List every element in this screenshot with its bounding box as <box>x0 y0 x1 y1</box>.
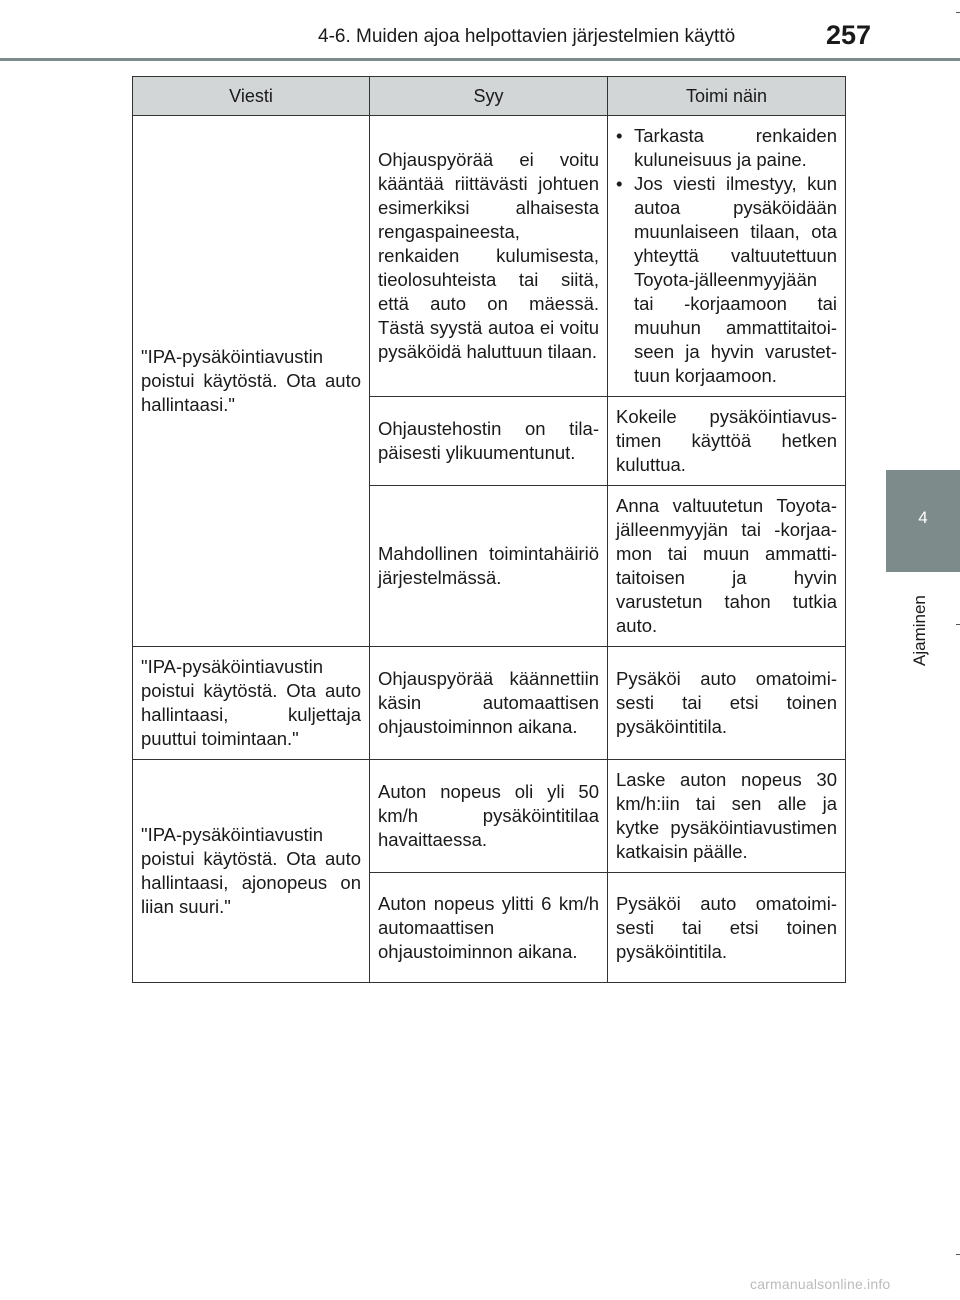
action-cell: Anna valtuutetun Toyota-jälleenmyyjän tai -korjaamon tai muun ammattitaitoisen ja hyvin varustetun tahon tutkia auto. <box>608 486 846 647</box>
action-bullet-list <box>616 124 837 388</box>
chapter-tab <box>886 470 960 572</box>
message-table <box>132 76 846 983</box>
header-syy: Syy <box>370 77 608 116</box>
cause-cell: Ohjauspyörää ei voitu kääntää riittävästi johtuen esimerkiksi alhaisesta rengaspaineesta, renkaiden kulumisesta, tieolosuhteista tai siitä, että auto on mäessä. Tästä syystä autoa ei voitu pysäköidä haluttuun tilaan. <box>370 116 608 397</box>
watermark: carmanualsonline.info <box>750 1276 891 1292</box>
header-toimi-nain: Toimi näin <box>608 77 846 116</box>
chapter-label-text: Ajaminen <box>910 595 929 666</box>
edge-tick <box>956 1254 960 1255</box>
cause-cell: Ohjaustehostin on tilapäisesti ylikuumentunut. <box>370 397 608 486</box>
edge-tick <box>956 624 960 625</box>
action-cell: Pysäköi auto omatoimisesti tai etsi toinen pysäköintitila. <box>608 647 846 760</box>
chapter-label <box>910 582 930 672</box>
page-header <box>0 0 960 60</box>
action-cell: Kokeile pysäköintiavustimen käyttöä hetken kuluttua. <box>608 397 846 486</box>
table-row <box>133 647 846 760</box>
header-viesti: Viesti <box>133 77 370 116</box>
edge-tick <box>956 12 960 13</box>
action-cell: Laske auton nopeus 30 km/h:iin tai sen alle ja kytke pysäköintiavustimen katkaisin päälle. <box>608 760 846 873</box>
action-cell: Pysäköi auto omatoimisesti tai etsi toinen pysäköintitila. <box>608 873 846 983</box>
cause-cell: Auton nopeus oli yli 50 km/h pysäköintitilaa havaittaessa. <box>370 760 608 873</box>
chapter-number: 4 <box>918 508 928 527</box>
table-row <box>133 116 846 397</box>
page-number: 257 <box>826 20 872 50</box>
cause-cell: Mahdollinen toimintahäiriö järjestelmässä. <box>370 486 608 647</box>
action-bullet: • Tarkasta renkaiden kuluneisuus ja paine. <box>616 124 837 172</box>
action-cell <box>608 116 846 397</box>
cause-cell: Ohjauspyörää käännettiin käsin automaattisen ohjaustoiminnon aikana. <box>370 647 608 760</box>
table-header-row <box>133 77 846 116</box>
message-cell: "IPA-pysäköintiavustin poistui käytöstä. Ota auto hallintaasi, kuljettaja puuttui toimintaan." <box>133 647 370 760</box>
header-rule <box>0 58 960 61</box>
section-title: 4-6. Muiden ajoa helpottavien järjestelmien käyttö <box>318 26 736 47</box>
table-row <box>133 760 846 873</box>
message-cell: "IPA-pysäköintiavustin poistui käytöstä. Ota auto hallintaasi." <box>133 116 370 647</box>
action-bullet: • Jos viesti ilmestyy, kun autoa pysäköidään muunlaiseen tilaan, ota yhteyttä valtuutettuun Toyota-jälleenmyyjään tai -korjaamoon tai muuhun ammattitaitoiseen ja hyvin varustettuun korjaamoon. <box>616 172 837 388</box>
cause-cell: Auton nopeus ylitti 6 km/h automaattisen ohjaustoiminnon aikana. <box>370 873 608 983</box>
message-cell: "IPA-pysäköintiavustin poistui käytöstä. Ota auto hallintaasi, ajonopeus on liian suuri." <box>133 760 370 983</box>
